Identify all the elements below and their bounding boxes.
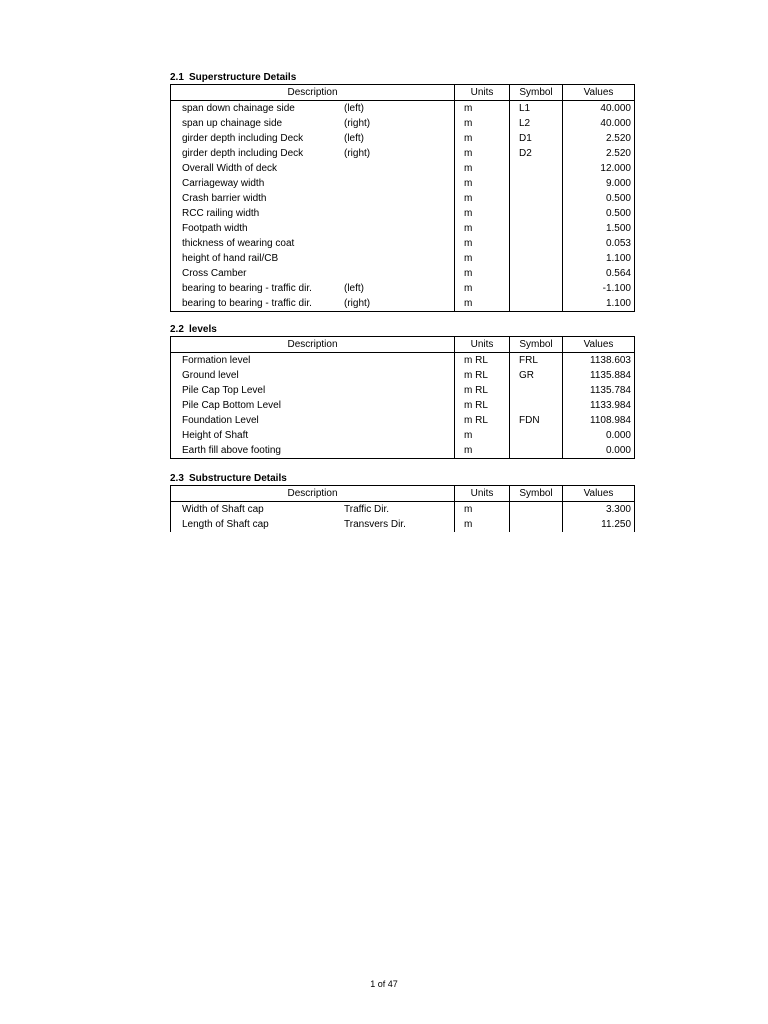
cell-symbol: D2 [510, 146, 563, 161]
header-units: Units [455, 486, 510, 502]
cell-symbol: D1 [510, 131, 563, 146]
description-text: Carriageway width [182, 178, 265, 189]
description-text: girder depth including Deck [182, 133, 304, 144]
header-values: Values [563, 85, 635, 101]
cell-value: 0.053 [563, 236, 635, 251]
section-title: 2.1 Superstructure Details [170, 72, 297, 83]
table-row [171, 428, 635, 443]
description-text: Footpath width [182, 223, 248, 234]
description-qualifier: (right) [344, 148, 371, 159]
description-text: girder depth including Deck [182, 148, 304, 159]
cell-description [171, 176, 455, 191]
description-qualifier: Traffic Dir. [344, 504, 390, 515]
cell-description [171, 131, 455, 146]
cell-description [171, 221, 455, 236]
cell-value: 1133.984 [563, 398, 635, 413]
table-row [171, 131, 635, 146]
cell-symbol: GR [510, 368, 563, 383]
cell-value: -1.100 [563, 281, 635, 296]
table-row [171, 146, 635, 161]
header-values: Values [563, 486, 635, 502]
cell-description [171, 383, 455, 398]
description-text: thickness of wearing coat [182, 238, 295, 249]
table-row [171, 517, 635, 532]
description-text: span up chainage side [182, 118, 283, 129]
cell-description [171, 517, 455, 532]
cell-value: 1.500 [563, 221, 635, 236]
cell-description [171, 353, 455, 369]
cell-description [171, 502, 455, 518]
cell-symbol: FRL [510, 353, 563, 369]
cell-symbol [510, 443, 563, 459]
cell-symbol [510, 221, 563, 236]
cell-units: m [455, 131, 510, 146]
cell-units: m RL [455, 368, 510, 383]
cell-symbol [510, 296, 563, 312]
table-header-row [171, 337, 635, 353]
cell-units: m [455, 517, 510, 532]
table-header-row [171, 486, 635, 502]
cell-value: 1108.984 [563, 413, 635, 428]
cell-units: m [455, 101, 510, 117]
description-text: RCC railing width [182, 208, 260, 219]
description-qualifier: (left) [344, 133, 364, 144]
header-description: Description [171, 85, 455, 101]
cell-value: 11.250 [563, 517, 635, 532]
table-row [171, 368, 635, 383]
header-symbol: Symbol [510, 85, 563, 101]
cell-symbol [510, 383, 563, 398]
cell-description [171, 266, 455, 281]
cell-value: 40.000 [563, 116, 635, 131]
cell-value: 0.500 [563, 191, 635, 206]
cell-value: 2.520 [563, 131, 635, 146]
table-row [171, 236, 635, 251]
table-row [171, 383, 635, 398]
cell-description [171, 116, 455, 131]
header-units: Units [455, 337, 510, 353]
table-row [171, 176, 635, 191]
table-header-row [171, 85, 635, 101]
cell-units: m [455, 236, 510, 251]
cell-symbol [510, 428, 563, 443]
cell-symbol [510, 398, 563, 413]
cell-description [171, 281, 455, 296]
description-text: Formation level [182, 355, 251, 366]
cell-symbol: L2 [510, 116, 563, 131]
table-row [171, 116, 635, 131]
section-title: 2.3 Substructure Details [170, 473, 287, 484]
cell-description [171, 191, 455, 206]
table-row [171, 101, 635, 117]
cell-description [171, 146, 455, 161]
table-row [171, 206, 635, 221]
table-row [171, 502, 635, 518]
cell-symbol [510, 517, 563, 532]
cell-description [171, 251, 455, 266]
table-row [171, 281, 635, 296]
description-text: Ground level [182, 370, 239, 381]
cell-symbol [510, 176, 563, 191]
cell-units: m [455, 221, 510, 236]
cell-symbol [510, 206, 563, 221]
cell-units: m RL [455, 413, 510, 428]
table-row [171, 221, 635, 236]
cell-units: m RL [455, 383, 510, 398]
description-text: Overall Width of deck [182, 163, 278, 174]
description-text: Pile Cap Top Level [182, 385, 266, 396]
header-symbol: Symbol [510, 486, 563, 502]
header-description: Description [171, 337, 455, 353]
table-row [171, 296, 635, 312]
table-row [171, 398, 635, 413]
cell-units: m [455, 176, 510, 191]
cell-units: m RL [455, 353, 510, 369]
levels-table [170, 336, 635, 459]
cell-value: 0.000 [563, 428, 635, 443]
cell-value: 3.300 [563, 502, 635, 518]
cell-description [171, 398, 455, 413]
section-superstructure-details [170, 71, 634, 312]
cell-description [171, 368, 455, 383]
table-row [171, 191, 635, 206]
description-text: Cross Camber [182, 268, 247, 279]
cell-value: 2.520 [563, 146, 635, 161]
cell-value: 1.100 [563, 296, 635, 312]
cell-description [171, 161, 455, 176]
cell-symbol [510, 281, 563, 296]
page-number: 1 of 47 [370, 979, 398, 989]
substructure-table [170, 485, 635, 532]
cell-value: 1135.884 [563, 368, 635, 383]
cell-units: m [455, 443, 510, 459]
table-row [171, 443, 635, 459]
cell-units: m [455, 116, 510, 131]
cell-value: 1135.784 [563, 383, 635, 398]
description-text: height of hand rail/CB [182, 253, 279, 264]
cell-value: 0.000 [563, 443, 635, 459]
cell-value: 1.100 [563, 251, 635, 266]
cell-units: m [455, 428, 510, 443]
cell-units: m [455, 206, 510, 221]
description-text: bearing to bearing - traffic dir. [182, 283, 312, 294]
description-text: span down chainage side [182, 103, 295, 114]
cell-value: 12.000 [563, 161, 635, 176]
cell-units: m [455, 161, 510, 176]
cell-symbol: FDN [510, 413, 563, 428]
cell-symbol [510, 236, 563, 251]
header-symbol: Symbol [510, 337, 563, 353]
description-text: Length of Shaft cap [182, 519, 269, 530]
cell-value: 0.500 [563, 206, 635, 221]
cell-units: m [455, 191, 510, 206]
cell-value: 1138.603 [563, 353, 635, 369]
superstructure-table [170, 84, 635, 312]
cell-value: 0.564 [563, 266, 635, 281]
description-text: Width of Shaft cap [182, 504, 264, 515]
cell-description [171, 101, 455, 117]
table-row [171, 161, 635, 176]
description-text: Height of Shaft [182, 430, 249, 441]
description-text: Foundation Level [182, 415, 259, 426]
cell-symbol [510, 161, 563, 176]
table-row [171, 353, 635, 369]
header-description: Description [171, 486, 455, 502]
description-text: Crash barrier width [182, 193, 267, 204]
cell-symbol [510, 502, 563, 518]
header-units: Units [455, 85, 510, 101]
cell-description [171, 428, 455, 443]
description-qualifier: (right) [344, 118, 371, 129]
cell-symbol: L1 [510, 101, 563, 117]
cell-description [171, 236, 455, 251]
cell-units: m [455, 251, 510, 266]
description-qualifier: (right) [344, 298, 371, 309]
cell-description [171, 206, 455, 221]
cell-description [171, 413, 455, 428]
table-row [171, 251, 635, 266]
description-text: Earth fill above footing [182, 445, 281, 456]
header-values: Values [563, 337, 635, 353]
description-qualifier: Transvers Dir. [344, 519, 406, 530]
cell-symbol [510, 266, 563, 281]
table-row [171, 266, 635, 281]
cell-symbol [510, 251, 563, 266]
section-title: 2.2 levels [170, 324, 217, 335]
description-qualifier: (left) [344, 103, 364, 114]
description-text: bearing to bearing - traffic dir. [182, 298, 312, 309]
cell-units: m [455, 266, 510, 281]
section-levels [170, 323, 634, 459]
cell-symbol [510, 191, 563, 206]
cell-units: m [455, 146, 510, 161]
cell-description [171, 443, 455, 459]
cell-value: 40.000 [563, 101, 635, 117]
description-qualifier: (left) [344, 283, 364, 294]
section-substructure-details [170, 472, 634, 532]
cell-units: m [455, 296, 510, 312]
table-row [171, 413, 635, 428]
cell-value: 9.000 [563, 176, 635, 191]
description-text: Pile Cap Bottom Level [182, 400, 281, 411]
cell-units: m [455, 281, 510, 296]
cell-units: m [455, 502, 510, 518]
cell-units: m RL [455, 398, 510, 413]
cell-description [171, 296, 455, 312]
